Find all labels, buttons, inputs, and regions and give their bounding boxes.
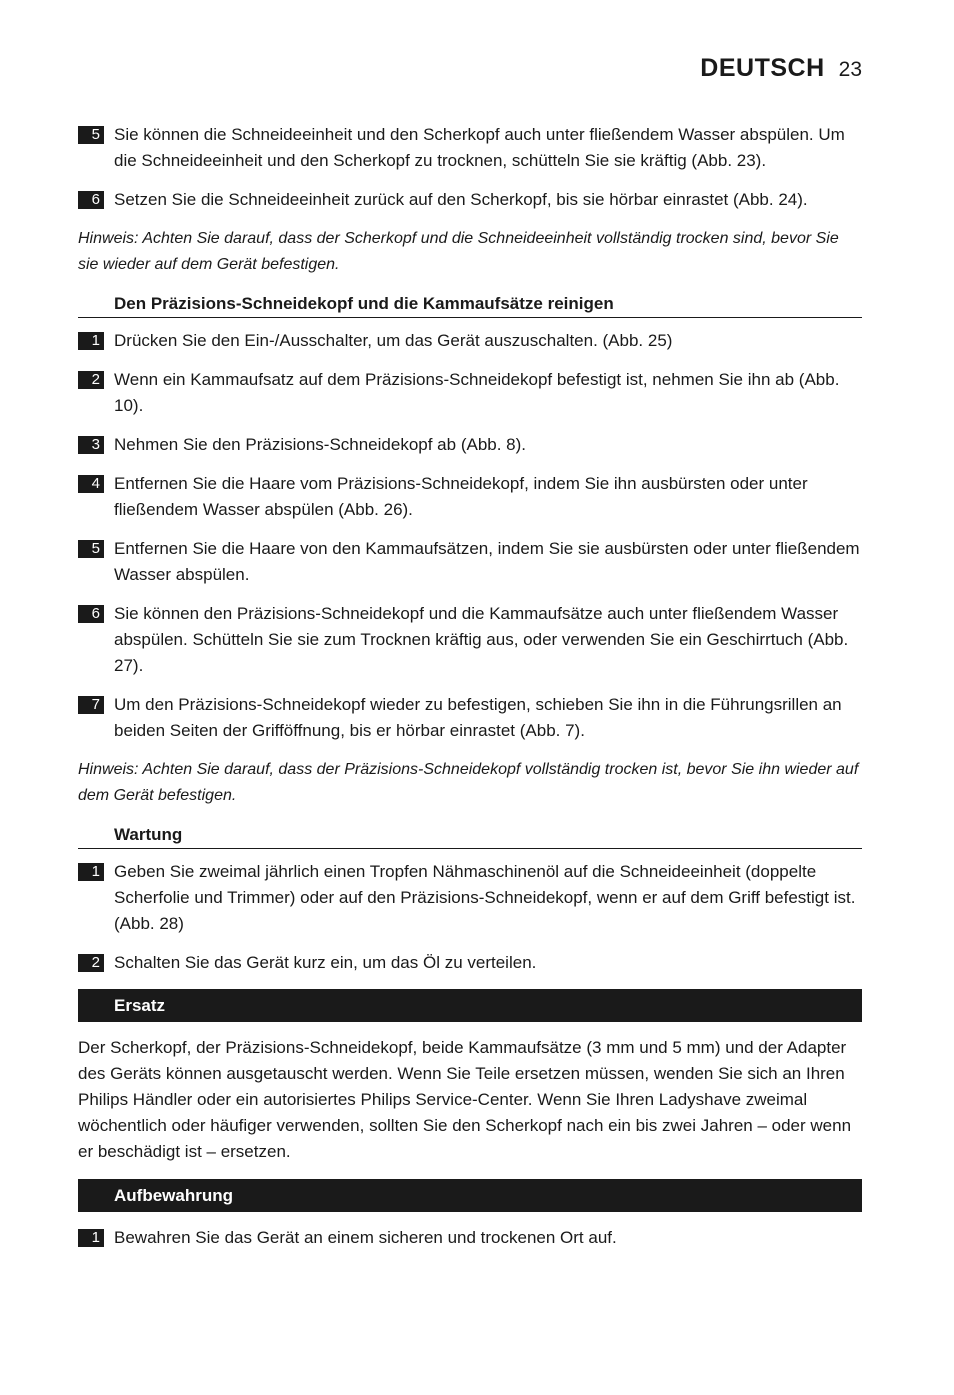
language-label: DEUTSCH xyxy=(700,54,825,82)
page-header xyxy=(700,54,862,83)
precision-step-5 xyxy=(78,536,862,588)
step-text: Nehmen Sie den Präzisions-Schneidekopf ab (Abb. 8). xyxy=(114,435,527,454)
step-text: Um den Präzisions-Schneidekopf wieder zu befestigen, schieben Sie ihn in die Führungsrillen an beiden Seiten der Grifföffnung, bis er hörbar einrastet (Abb. 7). xyxy=(114,695,842,740)
step-number: 5 xyxy=(78,540,104,558)
page-number: 23 xyxy=(838,58,862,81)
wartung-step-1 xyxy=(78,859,862,937)
precision-step-1 xyxy=(78,328,862,354)
step-text: Bewahren Sie das Gerät an einem sicheren und trockenen Ort auf. xyxy=(114,1228,617,1247)
step-number: 4 xyxy=(78,475,104,493)
precision-step-7 xyxy=(78,692,862,744)
step-text: Entfernen Sie die Haare vom Präzisions-Schneidekopf, indem Sie ihn ausbürsten oder unter fließendem Wasser abspülen (Abb. 26). xyxy=(114,474,808,519)
step-number: 5 xyxy=(78,126,104,144)
note-dry-precision-head: Hinweis: Achten Sie darauf, dass der Präzisions-Schneidekopf vollständig trocken ist, bevor Sie ihn wieder auf dem Gerät befestigen. xyxy=(78,761,859,804)
step-number: 6 xyxy=(78,605,104,623)
precision-step-4 xyxy=(78,471,862,523)
page-content xyxy=(78,122,862,1264)
precision-step-2 xyxy=(78,367,862,419)
section-heading-wartung: Wartung xyxy=(78,822,862,849)
step-6-reattach-unit xyxy=(78,187,862,213)
step-text: Wenn ein Kammaufsatz auf dem Präzisions-Schneidekopf befestigt ist, nehmen Sie ihn ab (Abb. 10). xyxy=(114,370,840,415)
aufbewahrung-step-1 xyxy=(78,1225,862,1251)
step-number: 1 xyxy=(78,1229,104,1247)
step-text: Entfernen Sie die Haare von den Kammaufsätzen, indem Sie sie ausbürsten oder unter fließendem Wasser abspülen. xyxy=(114,539,860,584)
step-text: Schalten Sie das Gerät kurz ein, um das Öl zu verteilen. xyxy=(114,953,537,972)
section-bar-aufbewahrung: Aufbewahrung xyxy=(78,1179,862,1212)
step-5-cleaning-unit xyxy=(78,122,862,174)
section-heading-precision: Den Präzisions-Schneidekopf und die Kammaufsätze reinigen xyxy=(78,291,862,318)
step-text: Setzen Sie die Schneideeinheit zurück auf den Scherkopf, bis sie hörbar einrastet (Abb. 24). xyxy=(114,190,808,209)
precision-step-6 xyxy=(78,601,862,679)
step-number: 1 xyxy=(78,863,104,881)
wartung-step-2 xyxy=(78,950,862,976)
step-number: 7 xyxy=(78,696,104,714)
step-number: 2 xyxy=(78,371,104,389)
step-number: 2 xyxy=(78,954,104,972)
precision-step-3 xyxy=(78,432,862,458)
step-text: Sie können die Schneideeinheit und den Scherkopf auch unter fließendem Wasser abspülen. Um die Schneideeinheit und den Scherkopf zu trocknen, schütteln Sie sie kräftig (Abb. 23). xyxy=(114,125,845,170)
step-text: Geben Sie zweimal jährlich einen Tropfen Nähmaschinenöl auf die Schneideeinheit (doppelte Scherfolie und Trimmer) oder auf den Präzisions-Schneidekopf, wenn er auf dem Griff befestigt ist. (Abb. 28) xyxy=(114,862,856,933)
step-number: 1 xyxy=(78,332,104,350)
note-dry-shaving-head: Hinweis: Achten Sie darauf, dass der Scherkopf und die Schneideeinheit vollständig trocken sind, bevor Sie sie wieder auf dem Gerät befestigen. xyxy=(78,230,839,273)
step-number: 6 xyxy=(78,191,104,209)
step-text: Sie können den Präzisions-Schneidekopf und die Kammaufsätze auch unter fließendem Wasser abspülen. Schütteln Sie sie zum Trocknen kräftig aus, oder verwenden Sie ein Geschirrtuch (Abb. 27). xyxy=(114,604,849,675)
section-bar-ersatz: Ersatz xyxy=(78,989,862,1022)
ersatz-paragraph: Der Scherkopf, der Präzisions-Schneidekopf, beide Kammaufsätze (3 mm und 5 mm) und der Adapter des Geräts können ausgetauscht werden. Wenn Sie Teile ersetzen müssen, wenden Sie sich an Ihren Philips Händler oder ein autorisiertes Philips Service-Center. Wenn Sie Ihren Ladyshave zweimal wöchentlich oder häufiger verwenden, sollten Sie den Scherkopf nach ein bis zwei Jahren – oder wenn er beschädigt ist – ersetzen. xyxy=(78,1038,852,1161)
step-number: 3 xyxy=(78,436,104,454)
step-text: Drücken Sie den Ein-/Ausschalter, um das Gerät auszuschalten. (Abb. 25) xyxy=(114,331,673,350)
